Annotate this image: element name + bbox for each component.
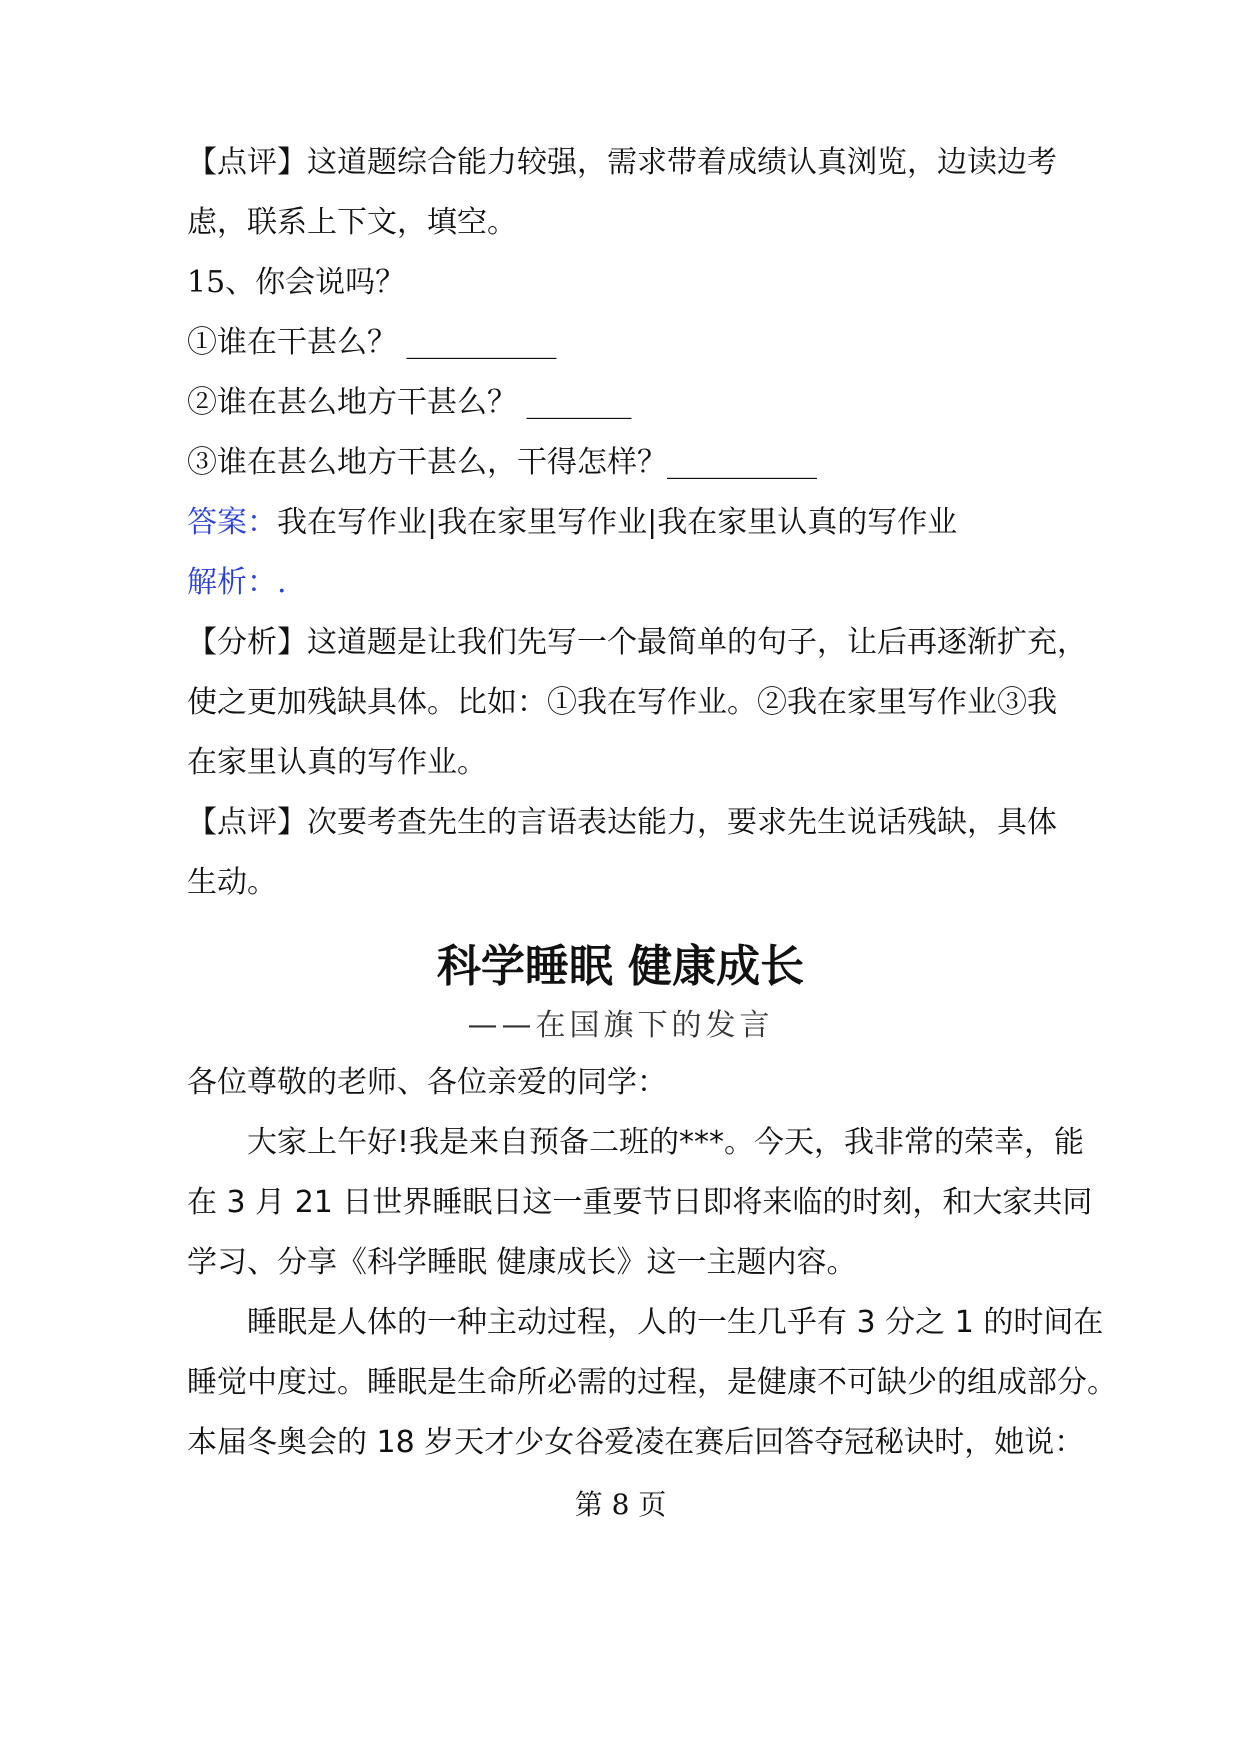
question-item-1: ①谁在干甚么？ __________ xyxy=(187,325,557,360)
analysis-line-1: 【分析】这道题是让我们先写一个最简单的句子，让后再逐渐扩充， xyxy=(187,625,1087,660)
answer-line xyxy=(187,503,957,543)
analysis-label: 解析：. xyxy=(187,565,287,600)
paragraph-2-line-1: 睡眠是人体的一种主动过程，人的一生几乎有 3 分之 1 的时间在 xyxy=(247,1305,1104,1340)
answer-text: 我在写作业|我在家里写作业|我在家里认真的写作业 xyxy=(277,505,958,540)
paragraph-1-line-1: 大家上午好!我是来自预备二班的***。今天，我非常的荣幸，能 xyxy=(247,1125,1085,1160)
answer-label: 答案： xyxy=(187,505,277,540)
analysis-line-3: 在家里认真的写作业。 xyxy=(187,745,487,780)
paragraph-2-line-2: 睡觉中度过。睡眠是生命所必需的过程，是健康不可缺少的组成部分。 xyxy=(187,1365,1117,1400)
question-15: 15、你会说吗？ xyxy=(187,265,406,300)
speech-title: 科学睡眠 健康成长 xyxy=(436,941,805,992)
comment-2-line-2: 生动。 xyxy=(187,865,277,900)
speech-greeting: 各位尊敬的老师、各位亲爱的同学： xyxy=(187,1065,667,1100)
comment-1-line-1: 【点评】这道题综合能力较强，需求带着成绩认真浏览，边读边考 xyxy=(187,145,1057,180)
comment-2-line-1: 【点评】次要考查先生的言语表达能力，要求先生说话残缺，具体 xyxy=(187,805,1057,840)
question-item-3: ③谁在甚么地方干甚么，干得怎样？__________ xyxy=(187,445,817,480)
speech-subtitle: ——在国旗下的发言 xyxy=(467,1008,774,1043)
paragraph-1-line-3: 学习、分享《科学睡眠 健康成长》这一主题内容。 xyxy=(187,1245,857,1280)
comment-1-line-2: 虑，联系上下文，填空。 xyxy=(187,205,517,240)
paragraph-1-line-2: 在 3 月 21 日世界睡眠日这一重要节日即将来临的时刻，和大家共同 xyxy=(187,1185,1093,1220)
analysis-line-2: 使之更加残缺具体。比如：①我在写作业。②我在家里写作业③我 xyxy=(187,685,1057,720)
page-number: 第 8 页 xyxy=(574,1488,667,1521)
question-item-2: ②谁在甚么地方干甚么？ _______ xyxy=(187,385,632,420)
paragraph-2-line-3: 本届冬奥会的 18 岁天才少女谷爱凌在赛后回答夺冠秘诀时，她说： xyxy=(187,1425,1085,1460)
